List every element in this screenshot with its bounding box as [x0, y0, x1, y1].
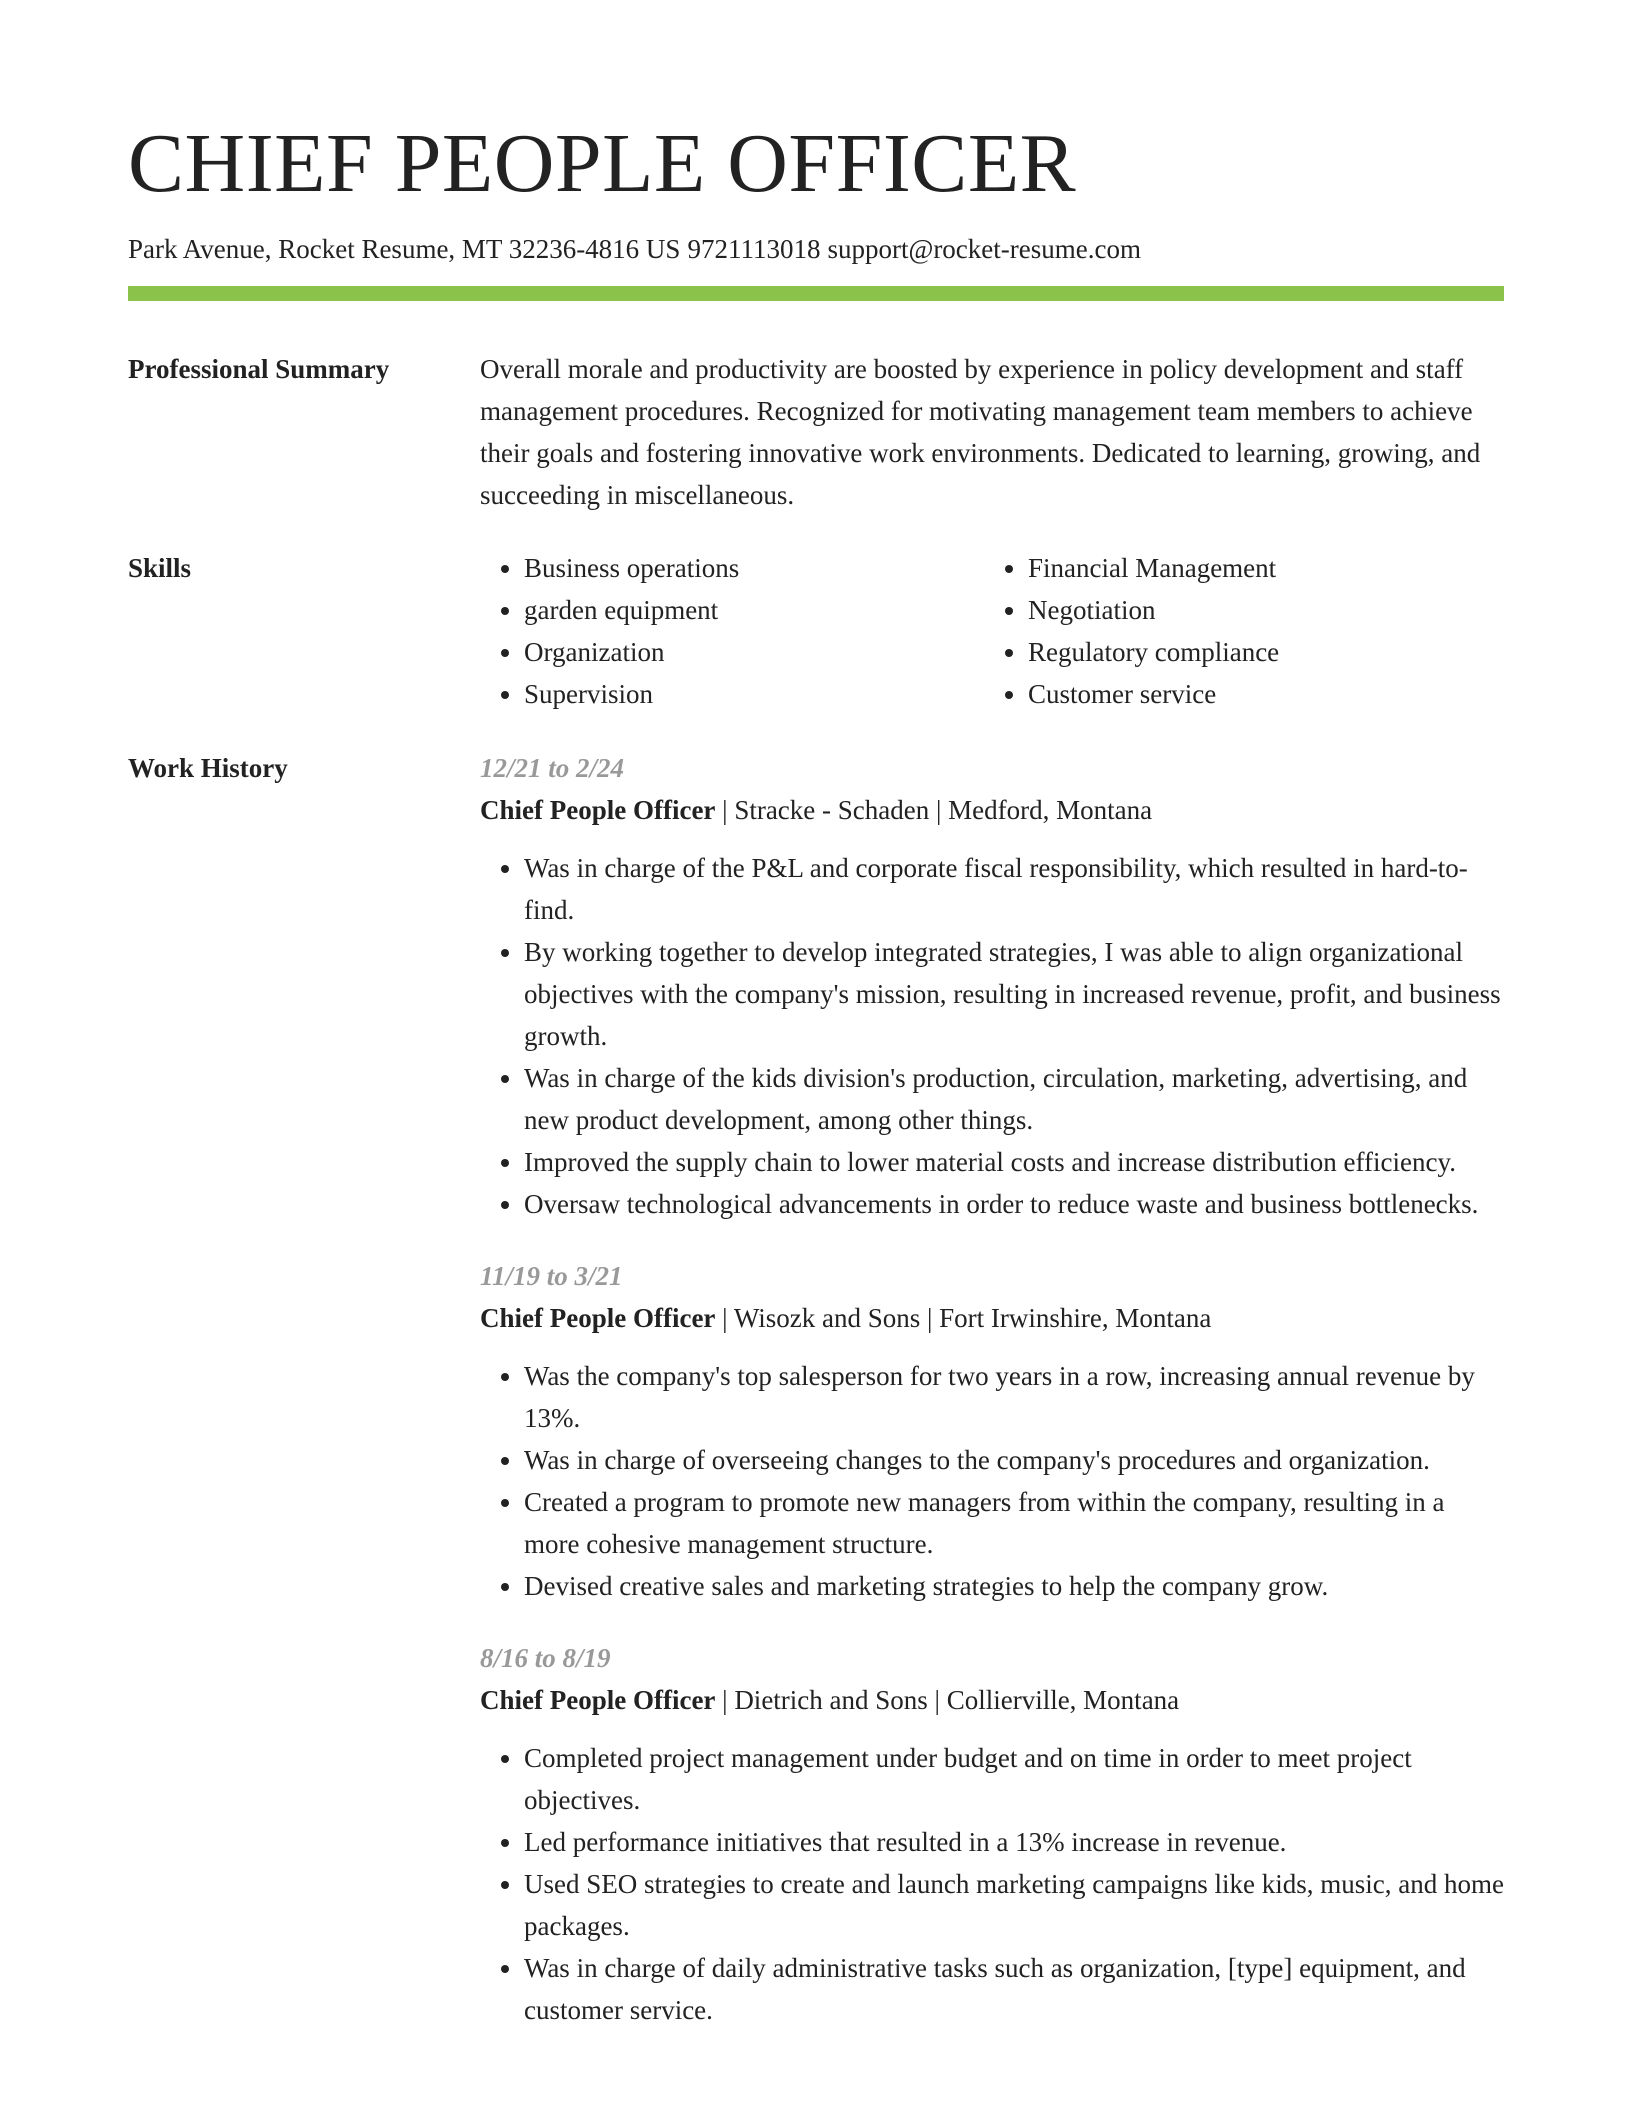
skills-list-left	[480, 547, 984, 715]
job-bullets	[480, 1355, 1504, 1607]
job-location: Collierville, Montana	[946, 1685, 1180, 1715]
job-bullets	[480, 1737, 1504, 2031]
job-bullet: • Devised creative sales and marketing strategies to help the company grow.	[524, 1565, 1504, 1607]
skill-item: • Regulatory compliance	[1028, 631, 1504, 673]
job-bullet: • Led performance initiatives that resulted in a 13% increase in revenue.	[524, 1821, 1504, 1863]
separator: |	[935, 795, 942, 825]
job-entry	[480, 747, 1504, 1225]
job-header	[480, 1679, 1504, 1721]
summary-text: Overall morale and productivity are boosted by experience in policy development and staff management procedures. Recognized for motivating management team members to achieve their goals and fostering innovative work environments. Dedicated to learning, growing, and succeeding in miscellaneous.	[480, 354, 1481, 510]
skills-grid	[480, 547, 1504, 715]
job-company: Dietrich and Sons	[734, 1685, 928, 1715]
contact-address: Park Avenue, Rocket Resume, MT 32236-4816 US	[128, 234, 681, 264]
job-entry	[480, 1255, 1504, 1607]
job-bullet: • Was in charge of overseeing changes to the company's procedures and organization.	[524, 1439, 1504, 1481]
job-title: Chief People Officer	[480, 795, 716, 825]
separator: |	[926, 1303, 933, 1333]
job-dates: 11/19 to 3/21	[480, 1261, 623, 1291]
separator: |	[722, 1685, 728, 1715]
skills-list-right	[984, 547, 1504, 715]
separator: |	[722, 1303, 728, 1333]
separator: |	[722, 795, 728, 825]
skill-item: • Organization	[524, 631, 984, 673]
work-history-heading: Work History	[128, 753, 288, 783]
job-bullets	[480, 847, 1504, 1225]
summary-body	[480, 348, 1504, 516]
skill-item: • Financial Management	[1028, 547, 1504, 589]
job-header	[480, 789, 1504, 831]
header-divider	[128, 286, 1504, 301]
resume-name: CHIEF PEOPLE OFFICER	[128, 117, 1077, 210]
job-bullet: • Oversaw technological advancements in order to reduce waste and business bottlenecks.	[524, 1183, 1504, 1225]
job-location: Fort Irwinshire, Montana	[939, 1303, 1212, 1333]
skill-item: • Supervision	[524, 673, 984, 715]
job-bullet: • Was in charge of daily administrative tasks such as organization, [type] equipment, and customer service.	[524, 1947, 1504, 2031]
skill-item: • Business operations	[524, 547, 984, 589]
job-title: Chief People Officer	[480, 1303, 716, 1333]
job-bullet: • Created a program to promote new managers from within the company, resulting in a more cohesive management structure.	[524, 1481, 1504, 1565]
summary-heading: Professional Summary	[128, 354, 390, 384]
skill-item: • Customer service	[1028, 673, 1504, 715]
job-company: Stracke - Schaden	[734, 795, 930, 825]
job-location: Medford, Montana	[948, 795, 1153, 825]
job-bullet: • Improved the supply chain to lower material costs and increase distribution efficiency.	[524, 1141, 1504, 1183]
job-bullet: • Was in charge of the kids division's production, circulation, marketing, advertising, and new product development, among other things.	[524, 1057, 1504, 1141]
skills-heading: Skills	[128, 553, 192, 583]
skill-item: • garden equipment	[524, 589, 984, 631]
work-history-body	[480, 747, 1504, 2061]
job-bullet: • Was the company's top salesperson for two years in a row, increasing annual revenue by 13%.	[524, 1355, 1504, 1439]
job-entry	[480, 1637, 1504, 2031]
contact-phone: 9721113018	[687, 234, 821, 264]
job-bullet: • By working together to develop integrated strategies, I was able to align organizational objectives with the company's mission, resulting in increased revenue, profit, and business growth.	[524, 931, 1504, 1057]
skills-body	[480, 547, 1504, 715]
job-bullet: • Used SEO strategies to create and launch marketing campaigns like kids, music, and home packages.	[524, 1863, 1504, 1947]
contact-line	[128, 230, 1141, 268]
separator: |	[934, 1685, 940, 1715]
job-bullet: • Was in charge of the P&L and corporate fiscal responsibility, which resulted in hard-to-find.	[524, 847, 1504, 931]
job-header	[480, 1297, 1504, 1339]
job-company: Wisozk and Sons	[733, 1303, 921, 1333]
job-title: Chief People Officer	[480, 1685, 716, 1715]
skill-item: • Negotiation	[1028, 589, 1504, 631]
contact-email: support@rocket-resume.com	[827, 234, 1141, 264]
job-dates: 8/16 to 8/19	[480, 1643, 611, 1673]
job-bullet: • Completed project management under budget and on time in order to meet project objectives.	[524, 1737, 1504, 1821]
job-dates: 12/21 to 2/24	[480, 753, 625, 783]
